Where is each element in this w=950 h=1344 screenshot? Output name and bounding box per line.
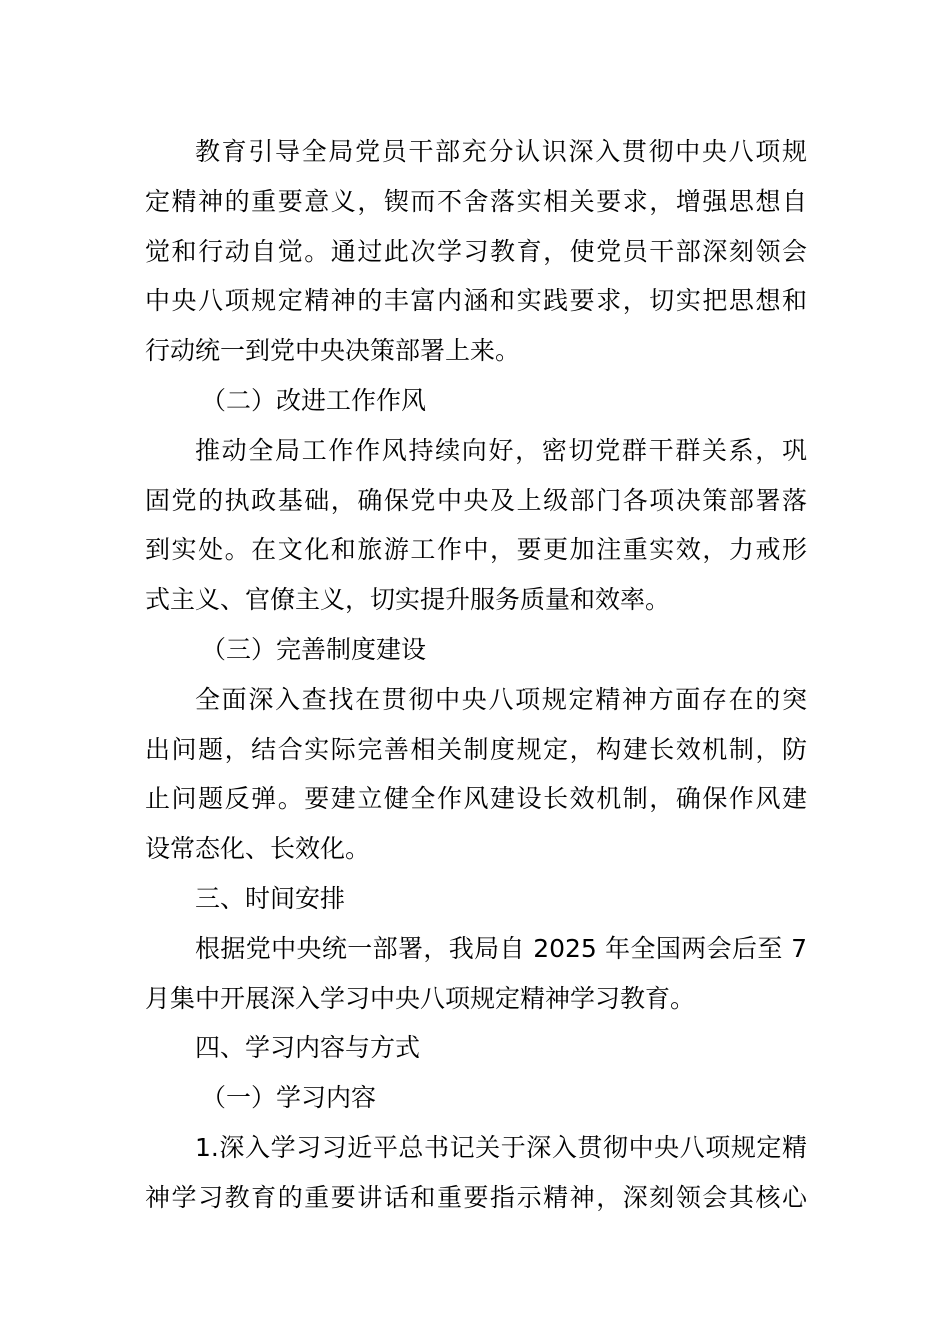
text-line: 月集中开展深入学习中央八项规定精神学习教育。 [145, 983, 696, 1013]
text-line: 行动统一到党中央决策部署上来。 [145, 336, 521, 366]
text-line: 固党的执政基础，确保党中央及上级部门各项决策部署落 [145, 485, 807, 515]
text-line: 推动全局工作作风持续向好，密切党群干群关系，巩 [195, 435, 807, 465]
text-line: 三、时间安排 [195, 883, 346, 913]
text-line: 设常态化、长效化。 [145, 834, 371, 864]
text-line: 到实处。在文化和旅游工作中，要更加注重实效，力戒形 [145, 535, 807, 565]
text-line: （二）改进工作作风 [201, 385, 427, 415]
text-line: 教育引导全局党员干部充分认识深入贯彻中央八项规 [195, 137, 807, 166]
text-line: 全面深入查找在贯彻中央八项规定精神方面存在的突 [195, 684, 807, 714]
text-line: 出问题，结合实际完善相关制度规定，构建长效机制，防 [145, 734, 807, 764]
text-line: 四、学习内容与方式 [195, 1033, 421, 1063]
text-line: 神学习教育的重要讲话和重要指示精神，深刻领会其核心 [145, 1182, 807, 1212]
text-line: 根据党中央统一部署，我局自 2025 年全国两会后至 7 [195, 933, 807, 963]
text-line: 1.深入学习习近平总书记关于深入贯彻中央八项规定精 [195, 1132, 807, 1162]
text-line: 式主义、官僚主义，切实提升服务质量和效率。 [145, 585, 671, 615]
text-line: 定精神的重要意义，锲而不舍落实相关要求，增强思想自 [145, 186, 807, 216]
text-line: 止问题反弹。要建立健全作风建设长效机制，确保作风建 [145, 784, 807, 814]
text-line: （三）完善制度建设 [201, 634, 427, 664]
text-line: 中央八项规定精神的丰富内涵和实践要求，切实把思想和 [145, 286, 807, 316]
text-line: （一）学习内容 [201, 1083, 377, 1113]
text-line: 觉和行动自觉。通过此次学习教育，使党员干部深刻领会 [145, 236, 807, 266]
document-page [145, 127, 807, 1223]
